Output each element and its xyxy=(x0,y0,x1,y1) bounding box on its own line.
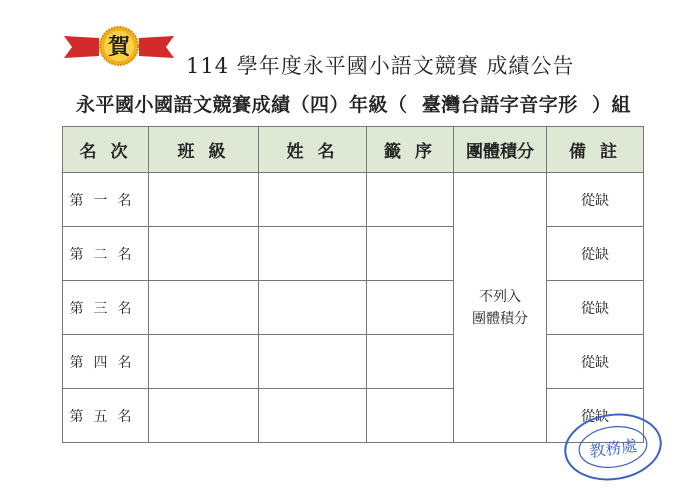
class-cell xyxy=(149,173,259,227)
header-note: 備 註 xyxy=(547,127,644,173)
table-row xyxy=(63,173,644,227)
name-cell xyxy=(259,389,367,443)
results-table xyxy=(62,126,644,443)
class-cell xyxy=(149,389,259,443)
rank-cell: 第一名 xyxy=(63,173,149,227)
header-rank: 名 次 xyxy=(63,127,149,173)
congratulations-badge xyxy=(64,26,174,66)
rank-cell: 第二名 xyxy=(63,227,149,281)
note-cell: 從缺 xyxy=(547,335,644,389)
rank-cell: 第三名 xyxy=(63,281,149,335)
lot-cell xyxy=(367,173,454,227)
rank-cell: 第四名 xyxy=(63,335,149,389)
note-cell: 從缺 xyxy=(547,389,644,443)
table-row xyxy=(63,281,644,335)
name-cell xyxy=(259,281,367,335)
lot-cell xyxy=(367,389,454,443)
name-cell xyxy=(259,335,367,389)
note-cell: 從缺 xyxy=(547,227,644,281)
class-cell xyxy=(149,281,259,335)
table-header-row xyxy=(63,127,644,173)
office-seal-stamp xyxy=(559,406,667,487)
class-cell xyxy=(149,227,259,281)
lot-cell xyxy=(367,227,454,281)
table-row xyxy=(63,389,644,443)
header-name: 姓 名 xyxy=(259,127,367,173)
group-score-line1: 不列入 xyxy=(479,288,521,305)
class-cell xyxy=(149,335,259,389)
header-lot: 籤 序 xyxy=(367,127,454,173)
lot-cell xyxy=(367,281,454,335)
table-row xyxy=(63,335,644,389)
table-row xyxy=(63,227,644,281)
svg-text:教務處: 教務處 xyxy=(588,435,639,462)
svg-text:賀: 賀 xyxy=(107,34,131,60)
note-cell: 從缺 xyxy=(547,173,644,227)
header-class: 班 級 xyxy=(149,127,259,173)
group-score-cell xyxy=(454,173,547,443)
group-score-line2: 團體積分 xyxy=(472,310,528,327)
header-group-score: 團體積分 xyxy=(454,127,547,173)
subtitle: 永平國小國語文競賽成績（四）年級（ 臺灣台語字音字形 ）組 xyxy=(76,94,631,116)
page-title: 114 學年度永平國小語文競賽 成績公告 xyxy=(186,54,575,78)
lot-cell xyxy=(367,335,454,389)
note-cell: 從缺 xyxy=(547,281,644,335)
name-cell xyxy=(259,227,367,281)
rank-cell: 第五名 xyxy=(63,389,149,443)
name-cell xyxy=(259,173,367,227)
